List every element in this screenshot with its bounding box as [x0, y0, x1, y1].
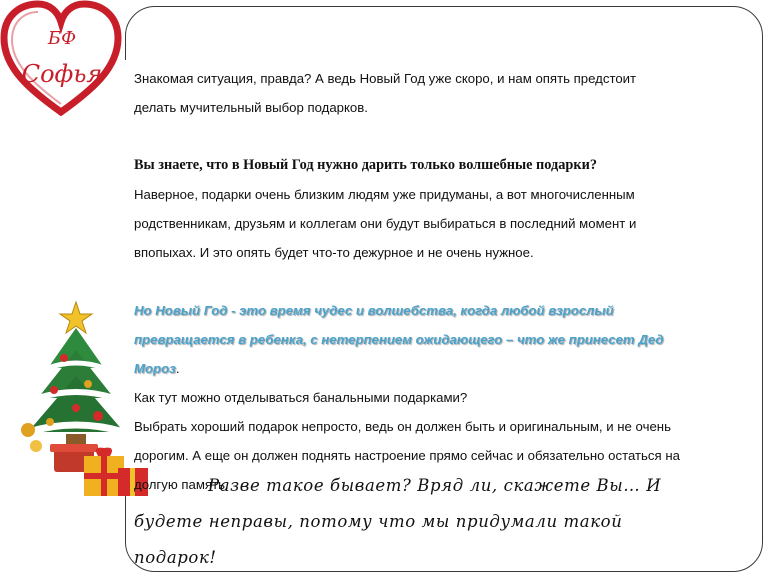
body2-line-1: Как тут можно отделываться банальными подарками? [134, 390, 468, 405]
highlight-line-1: Но Новый Год - это время чудес и волшебства, когда любой взрослый [134, 303, 614, 318]
hand-line-2: будете неправы, потому что мы придумали такой [134, 512, 623, 531]
body1-line-1: Наверное, подарки очень близким людям уже придуманы, а вот многочисленным [134, 187, 635, 202]
heart-logo [0, 0, 122, 118]
main-text [134, 64, 764, 499]
intro-line-1: Знакомая ситуация, правда? А ведь Новый Год уже скоро, и нам опять предстоит [134, 71, 637, 86]
body2-line-3: дорогим. А еще он должен поднять настроение прямо сейчас и обязательно остаться на [134, 448, 680, 463]
hand-line-1: Разве такое бывает? Вряд ли, скажете Вы… И [208, 476, 662, 495]
question-line: Вы знаете, что в Новый Год нужно дарить только волшебные подарки? [134, 157, 597, 173]
logo-top-text: БФ [47, 28, 77, 49]
body2-line-4: долгую память. [134, 477, 229, 492]
intro-line-2: делать мучительный выбор подарков. [134, 100, 368, 115]
body1-line-3: впопыхах. И это опять будет что-то дежурное и не очень нужное. [134, 245, 534, 260]
highlight-end: . [175, 361, 180, 376]
logo-name: Софья [21, 60, 103, 88]
highlight-line-2: превращается в ребенка, с нетерпением ожидающего – что же принесет Дед [134, 332, 664, 347]
body2-line-2: Выбрать хороший подарок непросто, ведь он должен быть и оригинальным, и не очень [134, 419, 671, 434]
body1-line-2: родственникам, друзьям и коллегам они будут выбираться в последний момент и [134, 216, 637, 231]
handwritten-text [134, 468, 764, 576]
highlight-line-3: Мороз [134, 361, 176, 376]
hand-line-3: подарок! [134, 548, 217, 567]
